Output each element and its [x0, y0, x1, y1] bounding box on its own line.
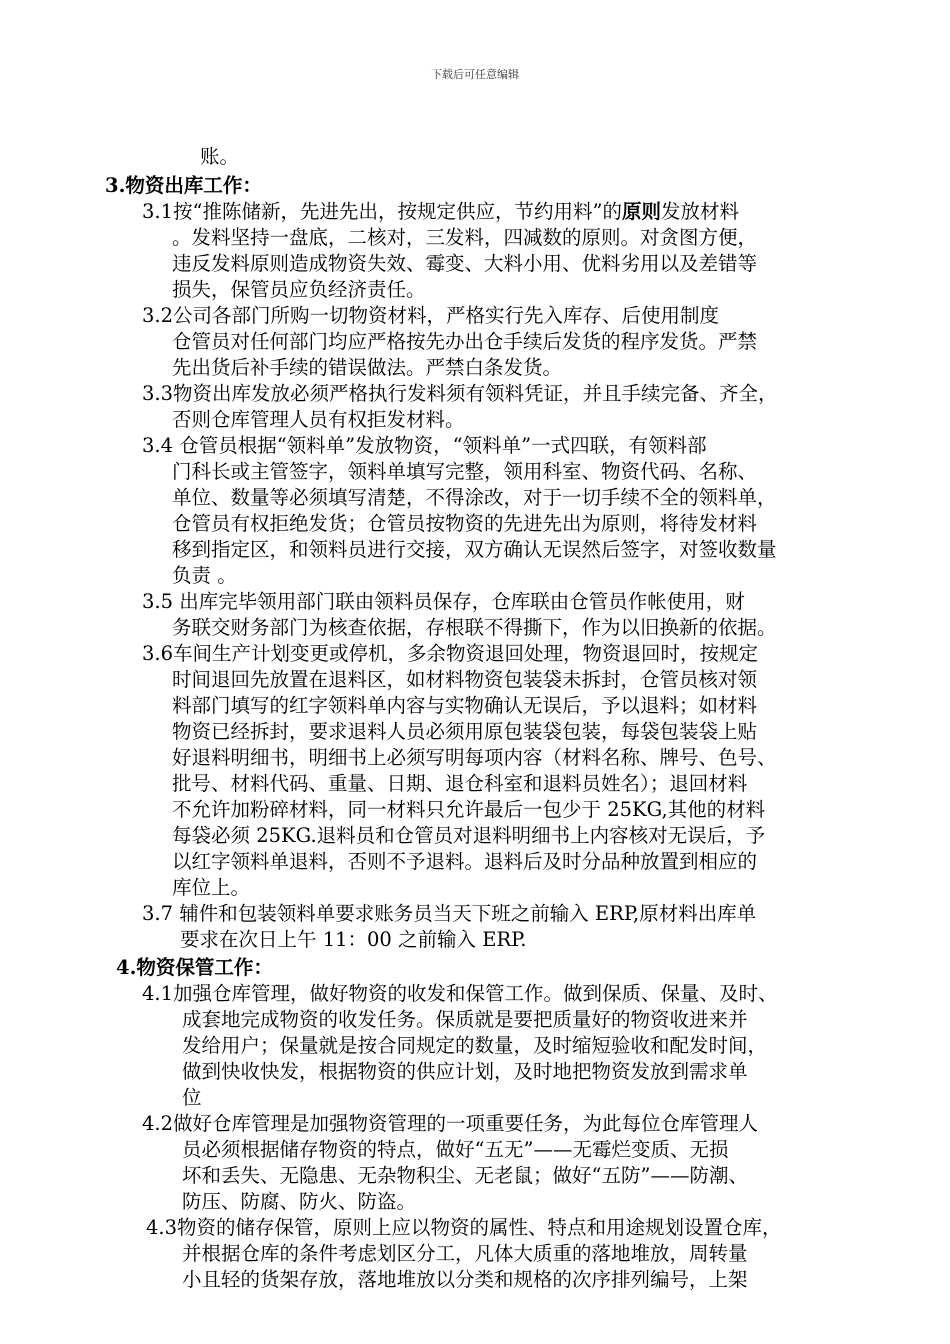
- text-line: 3.3物资出库发放必须严格执行发料须有领料凭证，并且手续完备、齐全，: [142, 382, 778, 405]
- text-line: 好退料明细书，明细书上必须写明每项内容（材料名称、牌号、色号、: [172, 746, 777, 769]
- text-line: 负责 。: [172, 564, 237, 587]
- text-line: 3.5 出库完毕领用部门联由领料员保存，仓库联由仓管员作帐使用，财: [142, 590, 745, 613]
- text-line: 坏和丢失、无隐患、无杂物积尘、无老鼠；做好“五防”——防潮、: [182, 1164, 748, 1187]
- text-line: 小且轻的货架存放，落地堆放以分类和规格的次序排列编号，上架: [182, 1268, 748, 1291]
- text-line: 4.2做好仓库管理是加强物资管理的一项重要任务，为此每位仓库管理人: [142, 1112, 759, 1135]
- text-line: 物资已经拆封，要求退料人员必须用原包装袋包装，每袋包装袋上贴: [172, 720, 758, 743]
- text-line: 先出货后补手续的错误做法。严禁白条发货。: [172, 356, 563, 379]
- text-line: 账。: [200, 145, 240, 168]
- text-line: 防压、防腐、防火、防盗。: [182, 1190, 417, 1213]
- text-line: 3.7 辅件和包装领料单要求账务员当天下班之前输入 ERP,原材料出库单: [142, 902, 757, 925]
- section-heading: 3.物资出库工作：: [105, 174, 262, 197]
- text-line: 门科长或主管签字，领料单填写完整，领用科室、物资代码、名称、: [172, 460, 758, 483]
- text-line: 务联交财务部门为核查依据，存根联不得撕下，作为以旧换新的依据。: [172, 616, 777, 639]
- text-line: 仓管员对任何部门均应严格按先办出仓手续后发货的程序发货。严禁: [172, 330, 758, 353]
- text-line: 违反发料原则造成物资失效、霉变、大料小用、优料劣用以及差错等: [172, 252, 758, 275]
- text-line: 批号、材料代码、重量、日期、退仓科室和退料员姓名）；退回材料: [172, 772, 748, 795]
- text-line: 3.4 仓管员根据“领料单”发放物资，“领料单”一式四联，有领料部: [142, 434, 707, 457]
- text-line: 仓管员有权拒绝发货；仓管员按物资的先进先出为原则，将待发材料: [172, 512, 758, 535]
- section-heading: 4.物资保管工作：: [116, 956, 273, 979]
- text-line: 库位上。: [172, 876, 251, 899]
- text-line: 3.1按“推陈储新，先进先出，按规定供应，节约用料”的原则发放材料: [142, 200, 739, 223]
- text-line: 发给用户；保量就是按合同规定的数量，及时缩短验收和配发时间，: [182, 1034, 768, 1057]
- text-line: 3.6车间生产计划变更或停机，多余物资退回处理，物资退回时，按规定: [142, 642, 759, 665]
- text-line: 。发料坚持一盘底，二核对，三发料，四减数的原则。对贪图方便，: [172, 226, 758, 249]
- text-line: 单位、数量等必须填写清楚，不得涂改，对于一切手续不全的领料单，: [172, 486, 777, 509]
- text-line: 以红字领料单退料，否则不予退料。退料后及时分品种放置到相应的: [172, 850, 758, 873]
- text-line: 位: [182, 1086, 202, 1109]
- text-line: 4.1加强仓库管理，做好物资的收发和保管工作。做到保质、保量、及时、: [142, 982, 778, 1005]
- text-line: 要求在次日上午 11：00 之前输入 ERP.: [180, 928, 527, 951]
- text-line: 不允许加粉碎材料，同一材料只允许最后一包少于 25KG,其他的材料: [172, 798, 766, 821]
- text-line: 员必须根据储存物资的特点，做好“五无”——无霉烂变质、无损: [182, 1138, 729, 1161]
- header-note: 下载后可任意编辑: [431, 68, 519, 81]
- text-line: 做到快收快发，根据物资的供应计划，及时地把物资发放到需求单: [182, 1060, 748, 1083]
- text-line: 成套地完成物资的收发任务。保质就是要把质量好的物资收进来并: [182, 1008, 748, 1031]
- text-line: 并根据仓库的条件考虑划区分工，凡体大质重的落地堆放，周转量: [182, 1242, 748, 1265]
- text-line: 损失，保管员应负经济责任。: [172, 278, 426, 301]
- text-line: 3.2公司各部门所购一切物资材料，严格实行先入库存、后使用制度: [142, 304, 720, 327]
- text-line: 每袋必须 25KG.退料员和仓管员对退料明细书上内容核对无误后，予: [172, 824, 766, 847]
- text-line: 移到指定区，和领料员进行交接，双方确认无误然后签字，对签收数量: [172, 538, 777, 561]
- text-line: 4.3物资的储存保管，原则上应以物资的属性、特点和用途规划设置仓库，: [146, 1216, 782, 1239]
- text-line: 时间退回先放置在退料区，如材料物资包装袋未拆封，仓管员核对领: [172, 668, 758, 691]
- text-line: 否则仓库管理人员有权拒发材料。: [172, 408, 465, 431]
- text-line: 料部门填写的红字领料单内容与实物确认无误后，予以退料；如材料: [172, 694, 758, 717]
- emphasis-text: 原则: [621, 200, 661, 223]
